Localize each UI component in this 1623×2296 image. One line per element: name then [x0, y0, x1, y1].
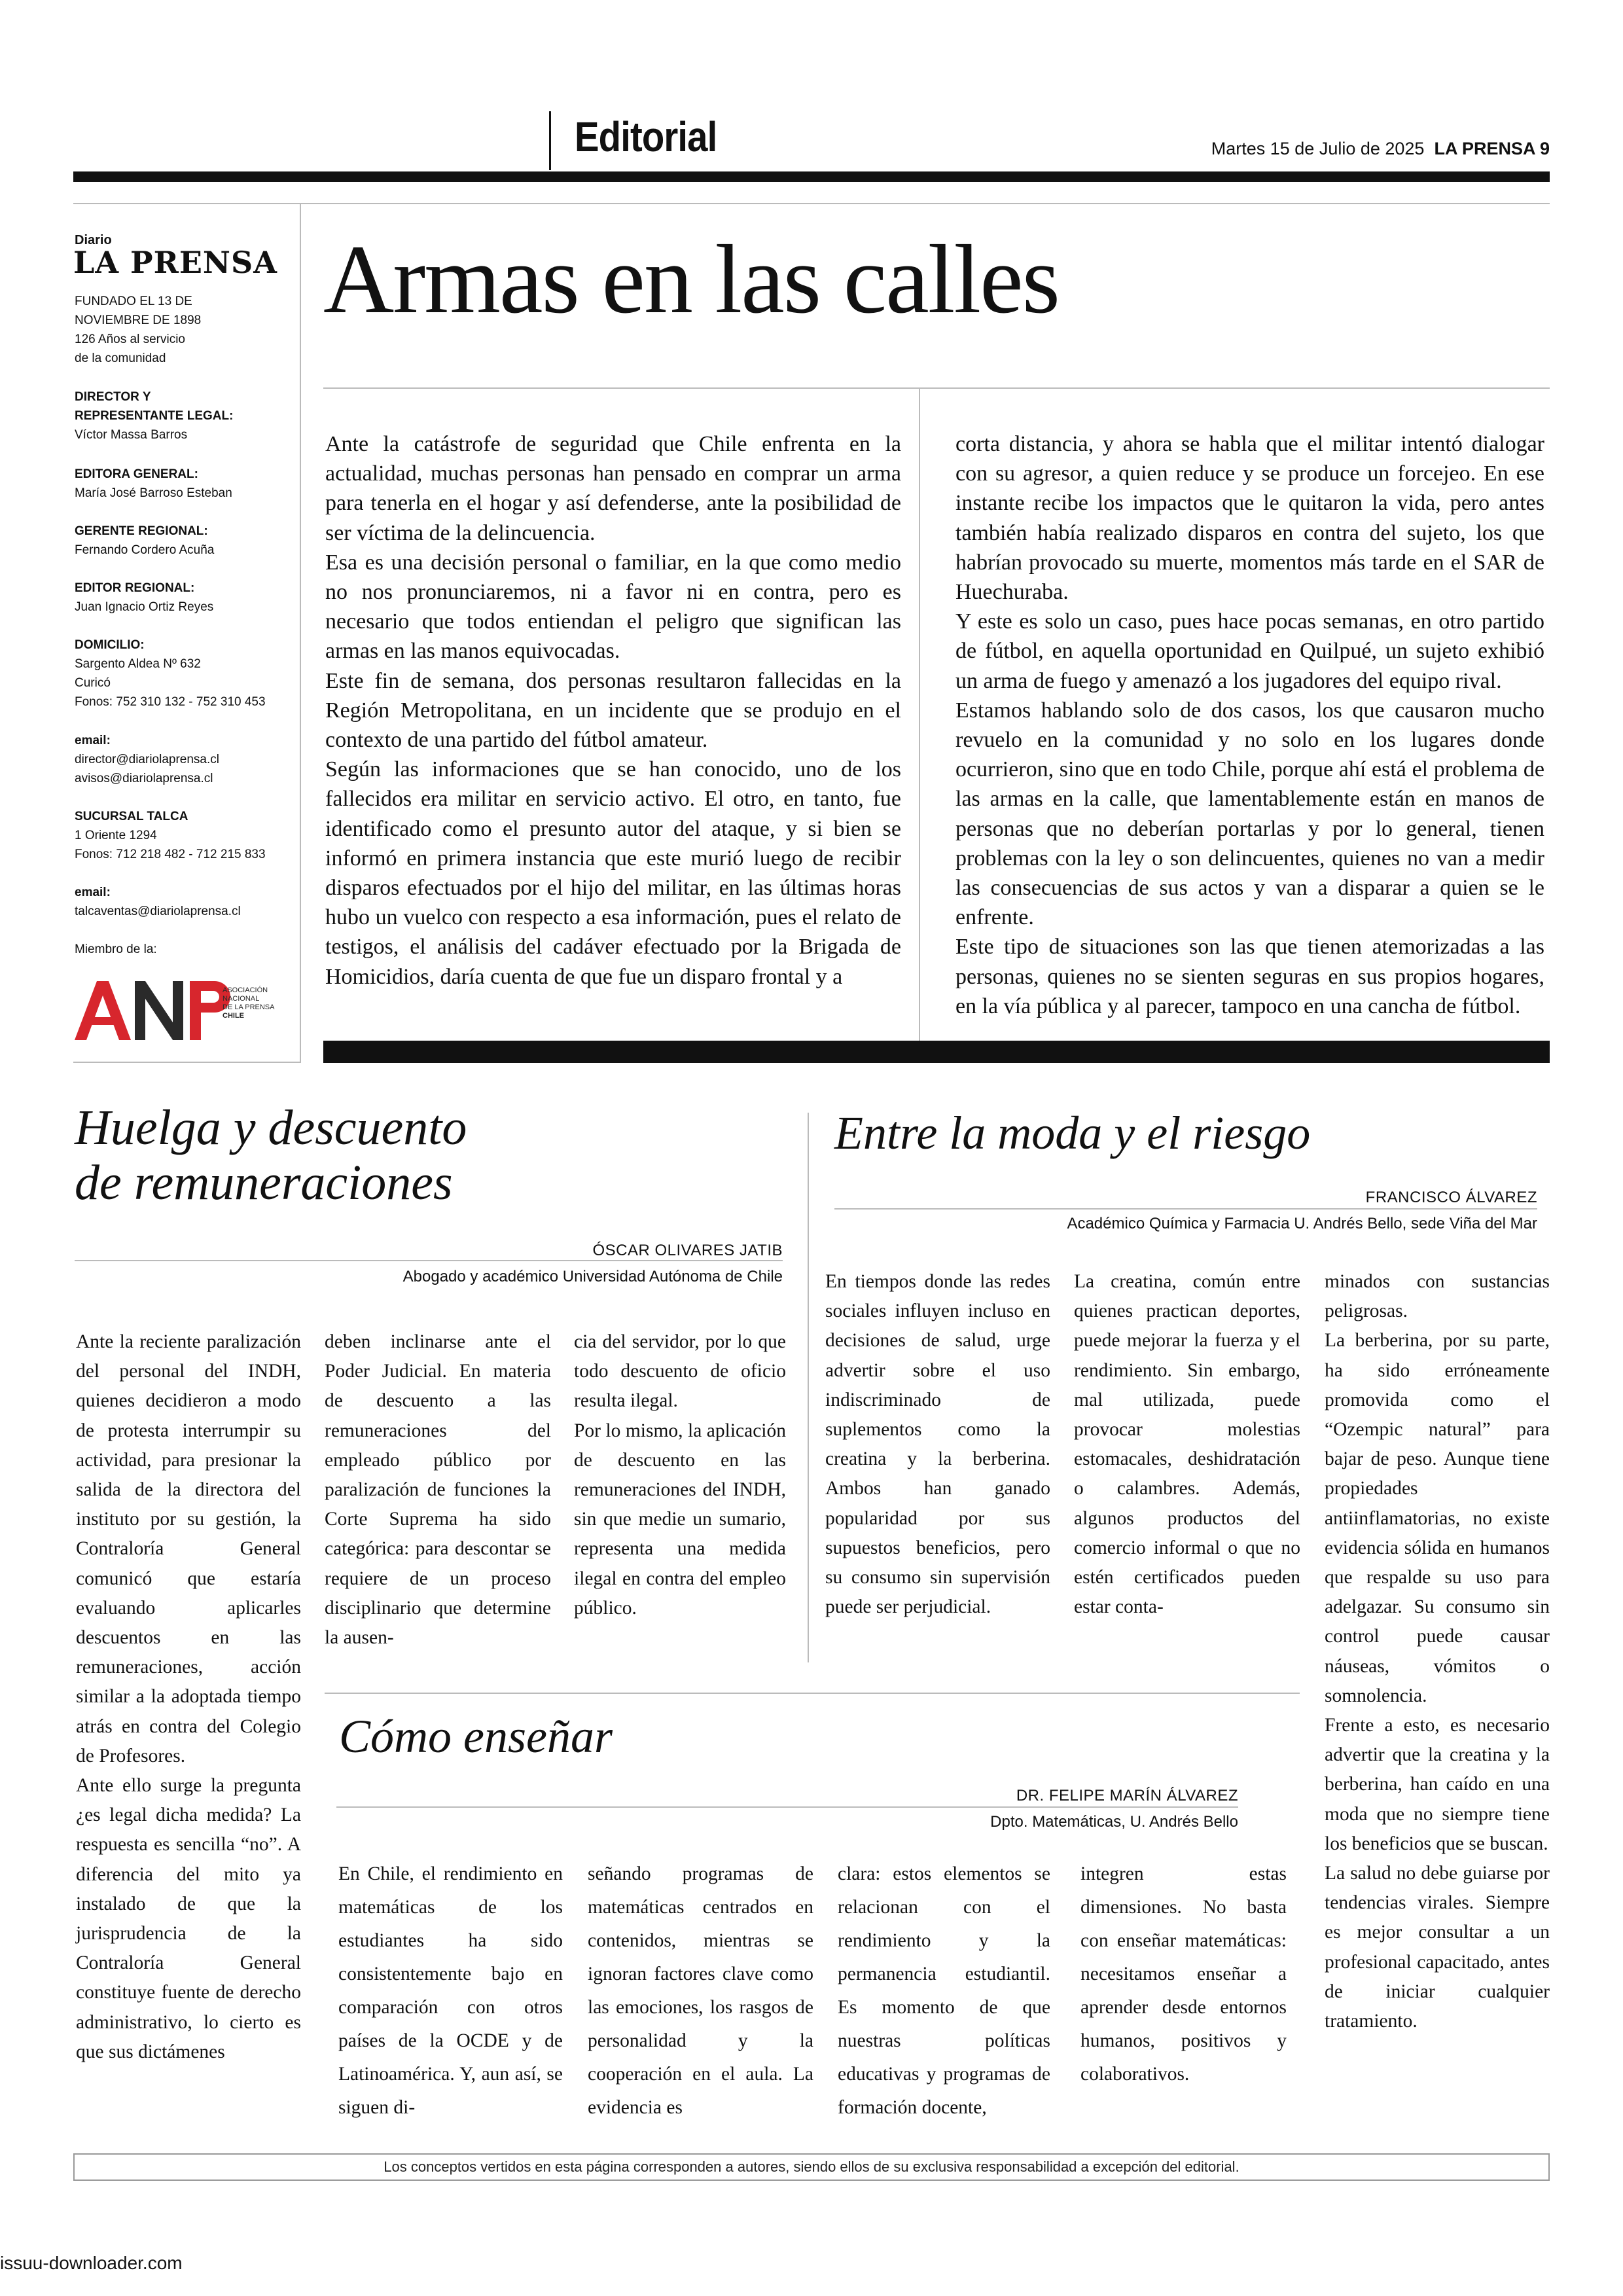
- editorial-paragraph: Esa es una decisión personal o familiar, en la que como medio no nos pronunciaremos, ni a favor ni en contra, pero es necesario que todos entiendan el peligro que significan las armas en las manos equivocadas.: [325, 550, 901, 664]
- ensenar-column-3: [838, 1857, 1050, 2125]
- huelga-title-line: Huelga y descuento: [75, 1100, 467, 1155]
- staff-value: María José Barroso Esteban: [75, 486, 232, 500]
- editorial-paragraph: Estamos hablando solo de dos casos, los que causaron mucho revuelo en la comunidad y no solo en los lugares donde ocurrieron, sino que en todo Chile, porque ahí está el problema de las armas en la calle, que lamentablemente están en manos de personas que no deberían portarlas y por lo general, tienen problemas con la ley o son delincuentes, quienes no van a medir las consecuencias de sus actos y van a disparar a quien se le enfrente.: [955, 698, 1544, 930]
- founded-line: NOVIEMBRE DE 1898: [75, 314, 202, 327]
- staff-editora: [75, 465, 232, 503]
- huelga-column-3: [574, 1327, 786, 1623]
- huelga-paragraph: deben inclinarse ante el Poder Judicial. En materia de descuento a las remuneraciones del empleado público por paralización de funciones la Corte Suprema ha sido categórica: para descontar se requiere de un proceso disciplinario que determine la ausen-: [325, 1331, 551, 1649]
- staff-value: Curicó: [75, 676, 111, 690]
- sidebar-rule: [300, 204, 301, 1063]
- huelga-paragraph: Ante la reciente paralización del personal del INDH, quienes decidieron a modo de protesta interrumpir su actividad, para presionar la salida de la directora del instituto por su gestión, la Contraloría General comunicó que estaría evaluando aplicarles descuentos en las remuneraciones, acción similar a la adoptada tiempo atrás en contra del Colegio de Profesores.: [76, 1331, 301, 1767]
- ensenar-title-rule: [336, 1806, 1238, 1808]
- ensenar-paragraph: En Chile, el rendimiento en matemáticas de los estudiantes ha sido consistentemente bajo en comparación con otros países de la OCDE y de Latinoamérica. Y, aun así, se siguen di-: [338, 1863, 563, 2118]
- huelga-title-line: de remuneraciones: [75, 1155, 453, 1210]
- staff-value: Fernando Cordero Acuña: [75, 543, 215, 557]
- opinion-column-rule: [808, 1113, 809, 1662]
- page-label: LA PRENSA 9: [1434, 139, 1550, 158]
- staff-label: SUCURSAL TALCA: [75, 810, 188, 823]
- editorial-title-rule: [323, 387, 1550, 389]
- editorial-column-2: [955, 429, 1544, 1021]
- editorial-paragraph: Este fin de semana, dos personas resultaron fallecidas en la Región Metropolitana, en un incidente que se produjo en el contexto de una partido del fútbol amateur.: [325, 668, 901, 753]
- disclaimer-footer: Los conceptos vertidos en esta página corresponden a autores, siendo ellos de su exclusiva responsabilidad a excepción del editorial.: [73, 2153, 1550, 2181]
- moda-paragraph: La berberina, por su parte, ha sido erróneamente promovida como el “Ozempic natural” para bajar de peso. Aunque tiene propiedades antiinflamatorias, no existe evidencia sólida en humanos que respalde su uso para adelgazar. Su consumo sin control puede causar náuseas, vómitos o somnolencia.: [1325, 1330, 1550, 1706]
- moda-paragraph: La creatina, común entre quienes practican deportes, puede mejorar la fuerza y el rendimiento. Sin embargo, mal utilizada, puede provocar molestias estomacales, deshidratación o calambres. Además, algunos productos del comercio informal o que no estén certificados pueden estar conta-: [1074, 1271, 1300, 1618]
- moda-author: FRANCISCO ÁLVAREZ: [1365, 1189, 1537, 1206]
- staff-email-link[interactable]: avisos@diariolaprensa.cl: [75, 772, 213, 785]
- moda-paragraph: minados con sustancias peligrosas.: [1325, 1271, 1550, 1322]
- moda-column-1: [825, 1267, 1050, 1622]
- section-title: Editorial: [575, 113, 717, 160]
- logo-caption-line: CHILE: [223, 1012, 244, 1020]
- header-bar: [73, 171, 1550, 182]
- ensenar-paragraph: señando programas de matemáticas centrados en contenidos, mientras se ignoran factores clave como las emociones, los rasgos de personalidad y la cooperación en el aula. La evidencia es: [588, 1863, 813, 2118]
- huelga-affiliation: Abogado y académico Universidad Autónoma de Chile: [402, 1268, 783, 1285]
- editorial-paragraph: Ante la catástrofe de seguridad que Chile enfrenta en la actualidad, muchas personas han pensado en comprar un arma para tenerla en el hogar y así defenderse, ante la posibilidad de ser víctima de la delincuencia.: [325, 432, 901, 545]
- header-divider: [549, 111, 551, 170]
- staff-value: Víctor Massa Barros: [75, 428, 188, 442]
- huelga-title: [75, 1101, 467, 1210]
- staff-label: email:: [75, 734, 111, 747]
- ensenar-top-rule: [325, 1693, 1300, 1694]
- logo-caption-line: NACIONAL: [223, 995, 260, 1003]
- member-label: Miembro de la:: [75, 942, 157, 956]
- sidebar-bottom-rule: [73, 1062, 301, 1063]
- huelga-column-1: [76, 1327, 301, 2067]
- moda-paragraph: La salud no debe guiarse por tendencias virales. Siempre es mejor consultar a un profesional capacitado, antes de iniciar cualquier tratamiento.: [1325, 1863, 1550, 2032]
- staff-email-talca: [75, 883, 241, 921]
- staff-value: 1 Oriente 1294: [75, 829, 157, 842]
- ensenar-column-4: [1080, 1857, 1287, 2091]
- editorial-paragraph: Y este es solo un caso, pues hace pocas semanas, en otro partido de fútbol, en aquella oportunidad en Quilpué, un sujeto exhibió un arma de fuego y amenazó a los jugadores del equipo rival.: [955, 609, 1544, 693]
- masthead-small-label: Diario: [75, 233, 112, 247]
- editorial-column-1: [325, 429, 901, 992]
- staff-label: REPRESENTANTE LEGAL:: [75, 409, 234, 423]
- editorial-paragraph: Este tipo de situaciones son las que tienen atemorizadas a las personas, quienes no se sienten seguras en sus propios hogares, en la vía pública y al parecer, tampoco en una cancha de fútbol.: [955, 935, 1544, 1018]
- watermark: issuu-downloader.com: [0, 2253, 183, 2273]
- ensenar-affiliation: Dpto. Matemáticas, U. Andrés Bello: [990, 1813, 1238, 1831]
- founded-block: [75, 292, 201, 368]
- staff-editor: [75, 579, 213, 617]
- staff-label: GERENTE REGIONAL:: [75, 524, 208, 538]
- anp-logo-mark: [75, 978, 284, 1043]
- logo-caption-line: DE LA PRENSA: [223, 1003, 275, 1011]
- staff-label: EDITOR REGIONAL:: [75, 581, 195, 595]
- staff-label: DOMICILIO:: [75, 638, 145, 652]
- huelga-column-2: [325, 1327, 551, 1653]
- staff-email-link[interactable]: director@diariolaprensa.cl: [75, 753, 219, 766]
- staff-email-link[interactable]: talcaventas@diariolaprensa.cl: [75, 905, 241, 918]
- ensenar-column-1: [338, 1857, 563, 2125]
- staff-value: Juan Ignacio Ortiz Reyes: [75, 600, 214, 614]
- staff-gerente: [75, 522, 214, 560]
- huelga-author: ÓSCAR OLIVARES JATIB: [592, 1242, 783, 1259]
- huelga-paragraph: cia del servidor, por lo que todo descuento de oficio resulta ilegal.: [574, 1331, 786, 1412]
- huelga-paragraph: Por lo mismo, la aplicación de descuento en las remuneraciones del INDH, sin que medie un sumario, representa una medida ilegal en contra del empleo público.: [574, 1420, 786, 1619]
- staff-value: Fonos: 712 218 482 - 712 215 833: [75, 848, 266, 861]
- moda-title: Entre la moda y el riesgo: [834, 1107, 1311, 1159]
- staff-email: [75, 731, 219, 788]
- editorial-paragraph: Según las informaciones que se han conocido, uno de los fallecidos era militar en servicio activo. El otro, en tanto, fue identificado como el presunto autor del ataque, y si bien se informó en primera instancia que este murió luego de recibir disparos efectuados por el hijo del militar, en las últimas horas hubo un vuelco con respecto a esa información, pues el relato de testigos, el análisis del cadáver efectuado por la Brigada de Homicidios, daría cuenta de que fue un disparo frontal y a: [325, 757, 901, 989]
- founded-line: de la comunidad: [75, 351, 166, 365]
- staff-director: [75, 387, 233, 444]
- ensenar-paragraph: integren estas dimensiones. No basta con enseñar matemáticas: necesitamos enseñar a aprender desde entornos humanos, positivos y colaborativos.: [1080, 1863, 1287, 2085]
- masthead-name: LA PRENSA: [73, 245, 277, 280]
- issue-date: Martes 15 de Julio de 2025: [1211, 139, 1425, 158]
- staff-label: email:: [75, 886, 111, 899]
- ensenar-column-2: [588, 1857, 813, 2125]
- staff-label: DIRECTOR Y: [75, 390, 151, 404]
- anp-logo: [75, 978, 284, 1047]
- editorial-title: Armas en las calles: [323, 225, 1060, 334]
- founded-line: 126 Años al servicio: [75, 332, 185, 346]
- ensenar-paragraph: clara: estos elementos se relacionan con el rendimiento y la permanencia estudiantil. Es momento de que nuestras políticas educativas y programas de formación docente,: [838, 1863, 1050, 2118]
- moda-paragraph: Frente a esto, es necesario advertir que la creatina y la berberina, han caído en una moda que no siempre tiene los beneficios que se buscan.: [1325, 1715, 1550, 1854]
- editorial-column-rule: [919, 389, 920, 1041]
- staff-value: Sargento Aldea Nº 632: [75, 657, 201, 671]
- moda-title-rule: [834, 1208, 1537, 1210]
- issue-info: [1211, 139, 1550, 159]
- logo-caption-line: ASOCIACIÓN: [223, 986, 268, 994]
- huelga-title-rule: [75, 1260, 783, 1261]
- moda-affiliation: Académico Química y Farmacia U. Andrés Bello, sede Viña del Mar: [1067, 1215, 1537, 1232]
- moda-paragraph: En tiempos donde las redes sociales influyen incluso en decisiones de salud, urge advertir sobre el uso indiscriminado de suplementos como la creatina y la berberina. Ambos han ganado popularidad por sus supuestos beneficios, pero su consumo sin supervisión puede ser perjudicial.: [825, 1271, 1050, 1618]
- moda-column-3: [1325, 1267, 1550, 2036]
- moda-column-2: [1074, 1267, 1300, 1622]
- header-rule: [73, 203, 1550, 204]
- huelga-paragraph: Ante ello surge la pregunta ¿es legal dicha medida? La respuesta es sencilla “no”. A diferencia del mito ya instalado de que la jurisprudencia de la Contraloría General constituye fuente de derecho administrativo, lo cierto es que sus dictámenes: [76, 1775, 301, 2062]
- staff-label: EDITORA GENERAL:: [75, 467, 198, 481]
- staff-value: Fonos: 752 310 132 - 752 310 453: [75, 695, 266, 709]
- staff-domicilio: [75, 636, 266, 711]
- staff-sucursal: [75, 807, 266, 864]
- ensenar-title: Cómo enseñar: [339, 1710, 613, 1763]
- founded-line: FUNDADO EL 13 DE: [75, 295, 192, 308]
- editorial-bottom-bar: [323, 1041, 1550, 1063]
- ensenar-author: DR. FELIPE MARÍN ÁLVAREZ: [1016, 1787, 1238, 1804]
- editorial-paragraph: corta distancia, y ahora se habla que el militar intentó dialogar con su agresor, a quien reduce y se produce un forcejeo. En ese instante recibe los impactos que le quitaron la vida, pero antes también había realizado disparos en contra del sujeto, los que habrían provocado su muerte, momentos más tarde en el SAR de Huechuraba.: [955, 432, 1544, 605]
